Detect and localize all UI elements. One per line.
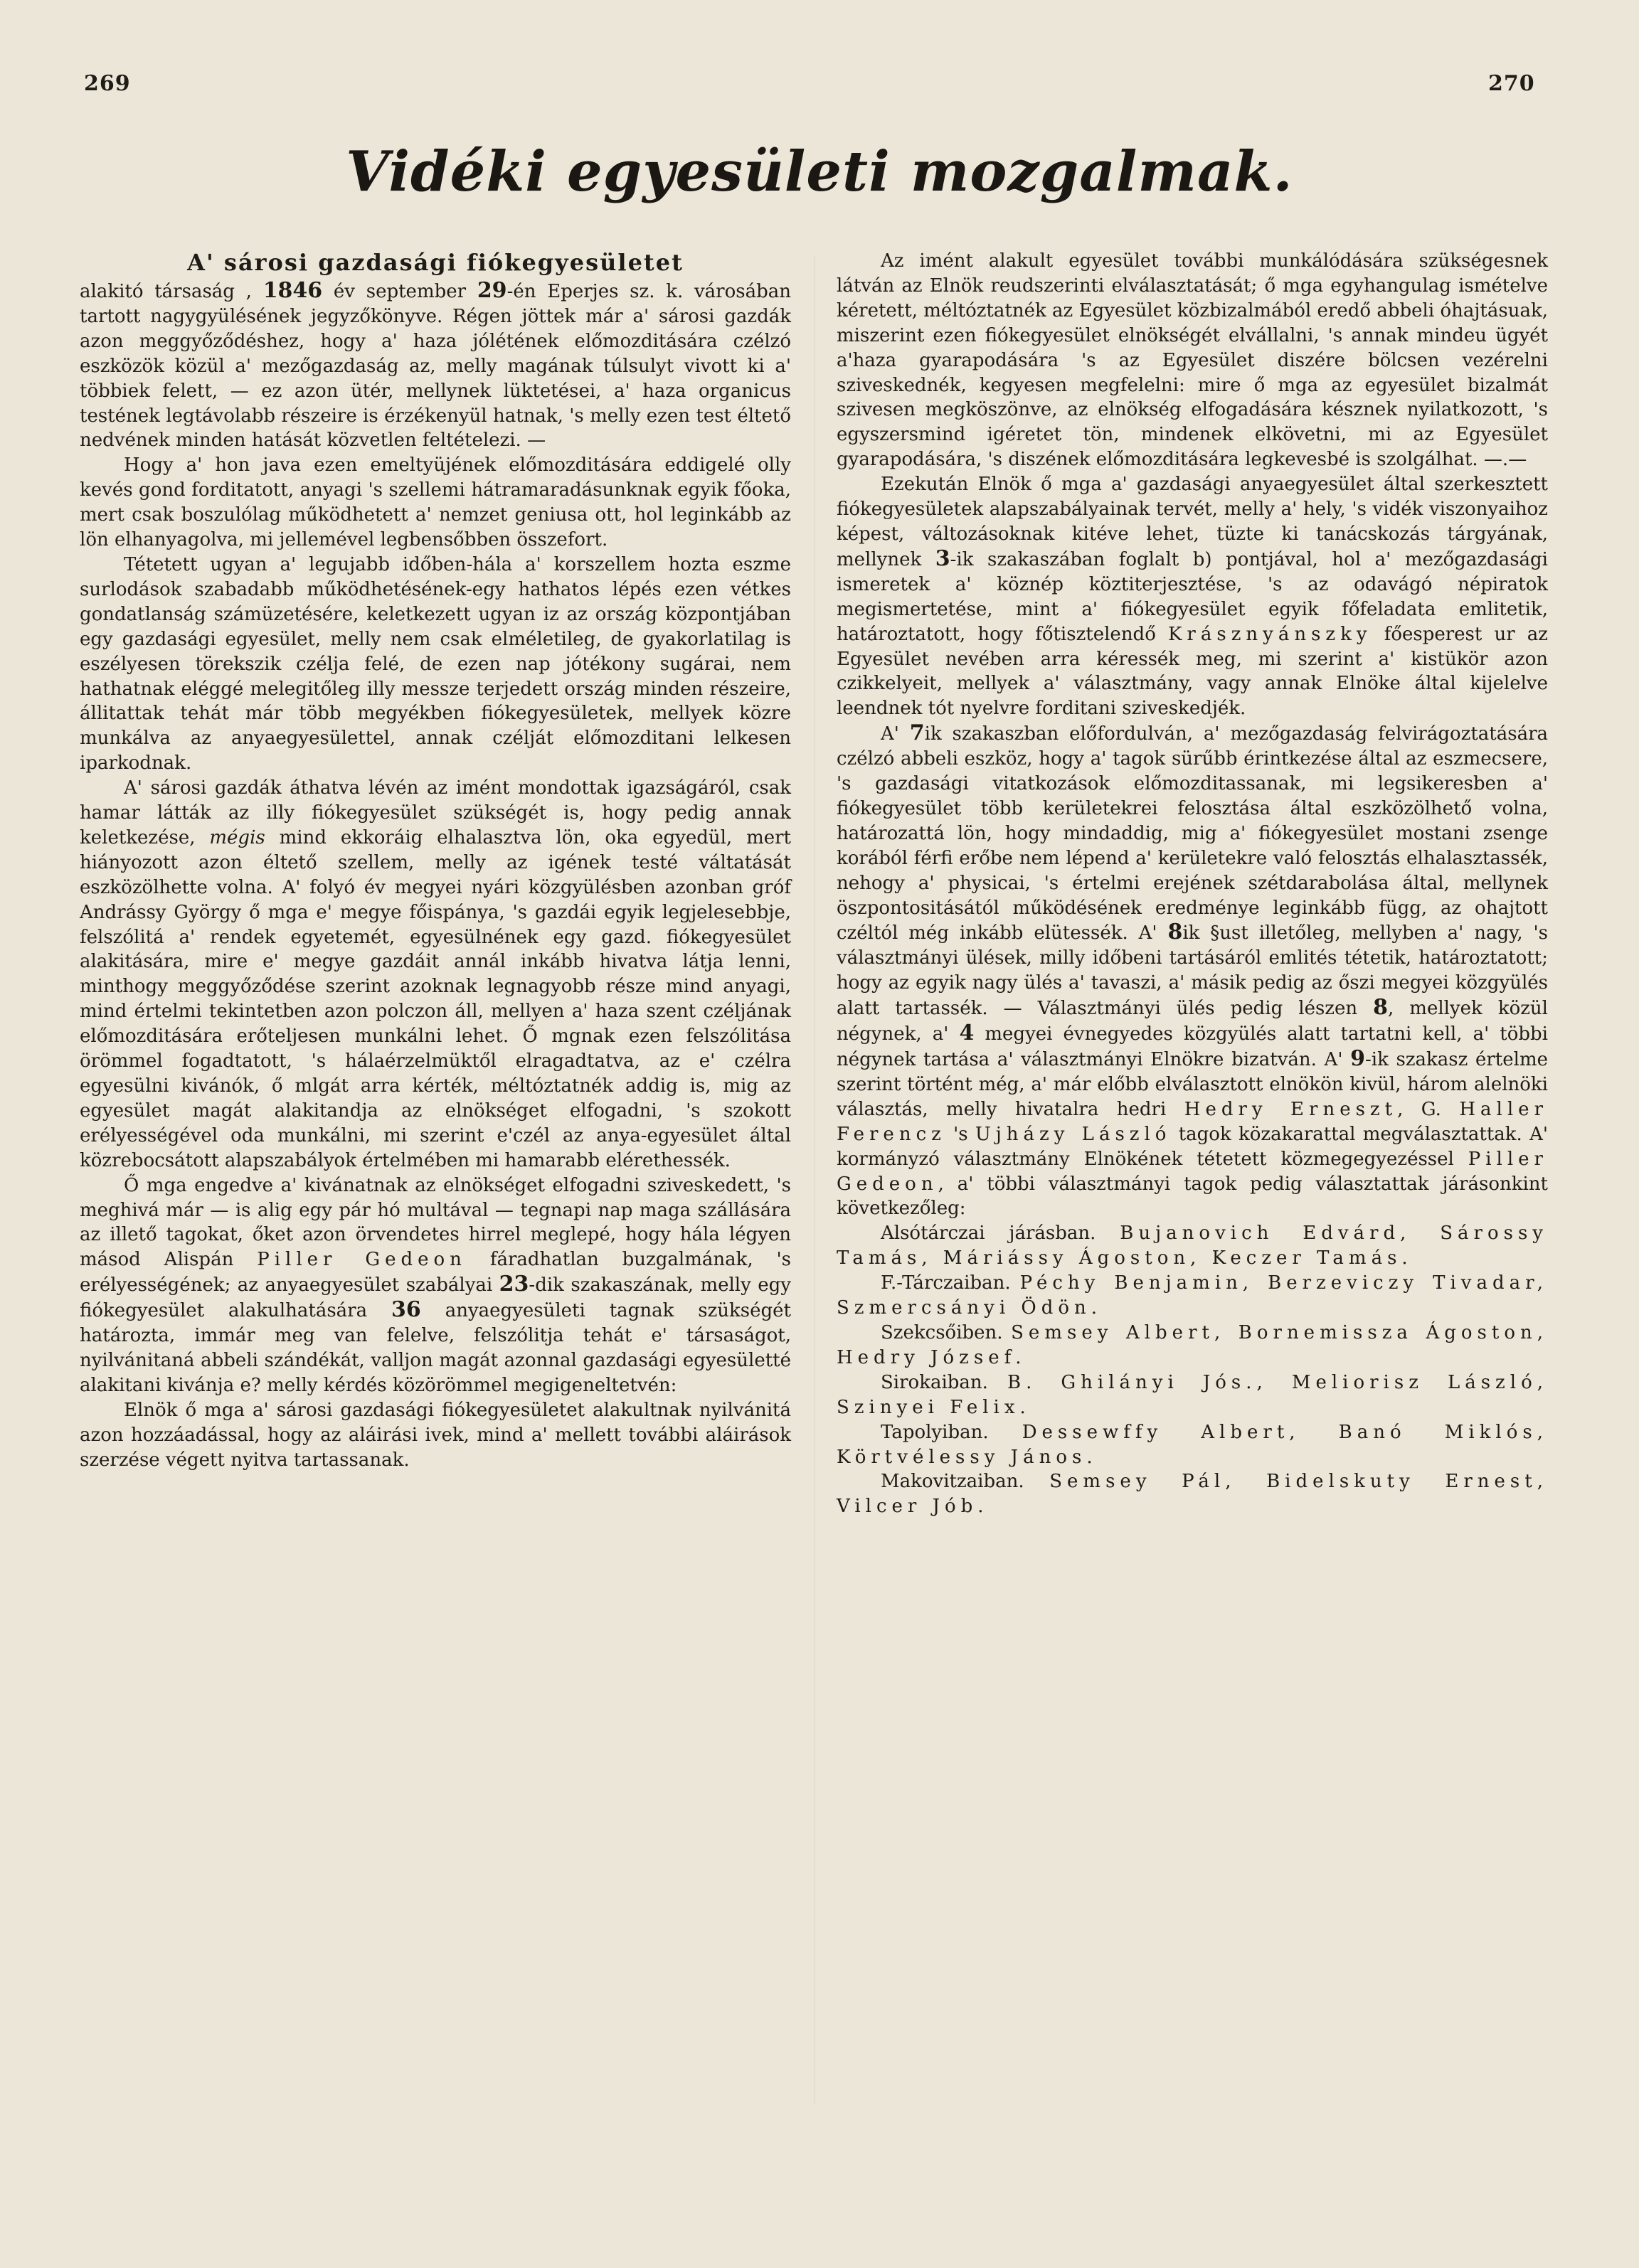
text: mind ekkoráig elhalasztva lön, oka egyedül, mert hiányozott azon éltető szellem, melly az igének testé váltatását eszközölhette volna. A' folyó év megyei nyári közgyülésben azonban gróf Andrássy György ő mga e' megye főispánya, 's gazdái egyik legjelesebbje, felszólitá a' rendek egyetemét, egyesülnének egy gazd. fiókegyesület alakitására, mire e' megye gazdáit annál inkább hivatva látja lenni, minthogy meggyőződése szerint azoknak legnagyobb része mind anyagi, mind értelmi tekintetben azon polczon áll, mellyen a' haza szent czéljának előmozditására erőteljesen munkálni lehet. Ő mgnak ezen felszólitása örömmel fogadtatott, 's hálaérzelmüktől elragadtatva, az e' czélra egyesülni kivánók, ő mlgát arra kérték, méltóztatnék addig is, mig az egyesület magát alakitandja az elnökséget elfogadni, 's szokott erélyességével oda munkálni, mi szerint e'czél az anya-egyesület által közrebocsátott alapszabályok értelmében mi hamarabb elérethessék. xyxy=(80,826,791,1171)
text: alakitó társaság , xyxy=(80,281,263,302)
district-members: Péchy Benjamin, Berzeviczy Tivadar, Szmercsányi Ödön. xyxy=(837,1272,1548,1319)
text: anyaegyesületi tagnak szükségét határozta, immár meg van felelve, felszólitja tehát e' társaságot, nyilvánitaná abbeli szándékát, valljon magát azonnal gazdasági egyesületté alakitani kivánja e? melly kérdés közörömmel megigeneltetvén: xyxy=(80,1300,791,1396)
paragraph: Hogy a' hon java ezen emeltyüjének előmozditására eddigelé olly kevés gond forditatott, anyagi 's szellemi hátramaradásunknak egyik főoka, mert csak boszulólag működhetett a' nemzet geniusa ott, hol leginkább az lön elhanyagolva, mi jellemével legbensőbben összefort. xyxy=(80,454,791,551)
text: -ik szakaszában foglalt b) pontjával, hol a' mezőgazdasági ismeretek a' köznép köztiterjesztése, 's az odavágó népiratok megismertetése, mint a' fiókegyesület egyik főfeladata emlitetik, határoztatott, hogy főtisztelendő xyxy=(837,548,1548,645)
emphasis: mégis xyxy=(209,826,265,848)
paragraph xyxy=(80,1173,791,1398)
paragraph: Az imént alakult egyesület további munkálódására szükségesnek látván az Elnök reudszerinti elválasztatását; ő mga egyhangulag ismételve kéretett, méltóztatnék az Egyesület közbizalmából eredő abbeli óhajtásuak, miszerint ezen fiókegyesület elnökségét elvállalni, 's annak mindeu ügyét a'haza gyarapodására 's az Egyesület diszére bölcsen vezérelni sziveskednék, kegyesen megfelelni: mire ő mga az egyesület bizalmát szivesen megköszönve, az elnökség elfogadására késznek nyilatkozott, 's egyszersmind igéretet tön, mindenek elkövetni, mi az Egyesület gyarapodására, 's diszének előmozditására legkevesbé is szolgálhat. —.— xyxy=(837,250,1548,471)
district-name: Makovitzaiban. xyxy=(881,1471,1050,1493)
text: Ezekután Elnök ő mga a' gazdasági anyaegyesület által szerkesztett fiókegyesületek alapszabályainak tervét, melly a' hely, 's vidék viszonyaihoz képest, változásoknak kitéve lehet, tüzte ki tanácskozás tárgyának, mellynek xyxy=(837,474,1548,570)
section-number: 9 xyxy=(1350,1046,1365,1071)
text: -dik szakaszának, melly egy fiókegyesület alakulhatására xyxy=(80,1274,791,1322)
text: , mellyek közül négynek, a' xyxy=(837,998,1548,1045)
section-number: 7 xyxy=(909,720,925,746)
district-name: Szekcsőiben. xyxy=(881,1321,1012,1343)
text: A' xyxy=(881,723,910,745)
paragraph xyxy=(837,472,1548,721)
district-name: Alsótárczai járásban. xyxy=(881,1223,1120,1245)
text: megyei évnegyedes közgyülés alatt tartatni kell, a' többi négynek tartása a' választmányi Elnökre bizatván. A' xyxy=(837,1023,1548,1070)
person-name: Krásznyánszky xyxy=(1168,623,1372,645)
page-title: Vidéki egyesületi mozgalmak. xyxy=(346,139,1293,204)
district-entry xyxy=(837,1271,1548,1321)
district-entry xyxy=(837,1420,1548,1470)
district-name: Tapolyiban. xyxy=(881,1421,1022,1443)
text: ik szakaszban előfordulván, a' mezőgazdaság felvirágoztatására czélzó abbeli eszköz, hogy a' tagok sürűbb érintkezése által az eszmecsere, 's gazdasági vitatkozások előmozditassanak, mi legsikeresben a' fiókegyesület több kerületekrei felosztása által eszközölhető volna, határozattá lön, hogy mindaddig, mig a' fiókegyesület mostani zsenge korából férfi erőbe nem lépend a' kerületekre való felosztás elhalasztassék, nehogy a' physicai, 's értelmi erejének szétdarabolása által, mellynek öszpontositásától működésének eredménye leginkább függ, az ohajtott czéltól még inkább elütessék. A' xyxy=(837,723,1548,944)
district-name: Sirokaiban. xyxy=(881,1371,1007,1393)
page-number-left: 269 xyxy=(84,71,131,96)
text: , G. xyxy=(1397,1098,1460,1120)
district-members: Semsey Pál, Bidelskuty Ernest, Vilcer Jób. xyxy=(837,1471,1548,1518)
text: 's xyxy=(945,1123,975,1145)
person-name: Haller Ferencz xyxy=(837,1098,1548,1145)
text: főesperest ur az Egyesület nevében arra kéressék meg, mi szerint a' kistükör azon czikkelyeit, mellyek a' választmány, vagy annak Elnöke által kijelelve leendnek tót nyelvre forditani sziveskedjék. xyxy=(837,623,1548,720)
section-heading: A' sárosi gazdasági fiókegyesületet xyxy=(187,249,684,276)
year-number: 1846 xyxy=(262,278,323,303)
section-number: 8 xyxy=(1167,920,1183,945)
person-name: Hedry Erneszt xyxy=(1184,1098,1398,1120)
text: -ik szakasz értelme szerint történt még, a' már előbb elválasztott elnökön kivül, három alelnöki választás, melly hivatalra hedri xyxy=(837,1049,1549,1120)
district-entry xyxy=(837,1370,1548,1420)
district-members: Dessewffy Albert, Banó Miklós, Körtvélessy János. xyxy=(837,1421,1548,1468)
district-name: F.-Tárczaiban. xyxy=(881,1272,1020,1294)
paragraph xyxy=(80,776,791,1173)
person-name: Piller Gedeon xyxy=(257,1249,467,1271)
person-name: Ujházy László xyxy=(975,1123,1172,1145)
page-number-right: 270 xyxy=(1488,71,1535,96)
person-name: Piller Gedeon xyxy=(837,1148,1548,1195)
text: , a' többi választmányi tagok pedig választattak járásonkint következőleg: xyxy=(837,1173,1548,1220)
district-entry xyxy=(837,1321,1548,1370)
member-count: 36 xyxy=(391,1297,421,1323)
paragraph-intro xyxy=(80,279,791,453)
district-members: Semsey Albert, Bornemissza Ágoston, Hedry József. xyxy=(837,1321,1548,1368)
text: Ő mga engedve a' kivánatnak az elnökséget elfogadni sziveskedett, 's meghivá már — is alig egy pár hó multával — tegnapi nap maga szállására az illető tagokat, őket azon örvendetes hirrel meglepé, hogy hála légyen másod Alispán xyxy=(80,1174,791,1271)
text: fáradhatlan buzgalmának, 's erélyességének; az anyaegyesület szabályai xyxy=(80,1249,791,1297)
district-entry xyxy=(837,1221,1548,1271)
district-entry xyxy=(837,1469,1548,1519)
right-column xyxy=(837,249,1548,1519)
section-number: 23 xyxy=(499,1272,529,1297)
district-members: Bujanovich Edvárd, Sárossy Tamás, Máriássy Ágoston, Keczer Tamás. xyxy=(837,1223,1548,1269)
district-members: B. Ghilányi Jós., Meliorisz László, Szinyei Felix. xyxy=(837,1371,1548,1418)
paragraph xyxy=(837,721,1548,1221)
text: tagok közakarattal megválasztattak. A' kormányzó választmány Elnökének tétetett közmegegyezéssel xyxy=(837,1123,1548,1170)
left-column xyxy=(80,249,791,1473)
text: A' sárosi gazdák áthatva lévén az imént mondottak igazságáról, csak hamar látták az illy fiókegyesület szükségét is, hogy pedig annak keletkezése, xyxy=(80,777,791,848)
day-number: 29 xyxy=(477,278,507,303)
text: ik §ust illetőleg, mellyben a' nagy, 's választmányi ülések, milly időbeni tartásáról emlités tétetik, határoztatott; hogy az egyik nagy ülés a' tavaszi, a' másik pedig az őszi megyei közgyülés alatt tartassék. — Választmányi ülés pedig lészen xyxy=(837,922,1548,1020)
text: -én Eperjes sz. k. városában tartott nagygyülésének jegyzőkönyve. Régen jöttek már a' sárosi gazdák azon meggyőződéshez, hogy a' haza jólétének előmozditására czélzó eszközök közül a' mezőgazdaság az, melly magának túlsulyt vivott ki a' többiek felett, — ez azon ütér, mellynek lüktetései, a' haza organicus testének legtávolabb részeire is érzékenyül hatnak, 's melly ezen test éltető nedvének minden hatását közvetlen feltételezi. — xyxy=(80,281,791,452)
section-number: 3 xyxy=(935,545,950,571)
paragraph: Elnök ő mga a' sárosi gazdasági fiókegyesületet alakultnak nyilvánitá azon hozzáadással, hogy az aláirási ivek, mind a' mellett további aláirások szerzése végett nyitva tartassanak. xyxy=(80,1399,791,1471)
text: év september xyxy=(322,281,477,302)
meeting-count: 8 xyxy=(1373,995,1389,1021)
meeting-count: 4 xyxy=(959,1021,975,1046)
paragraph: Tétetett ugyan a' legujabb időben-hála a' korszellem hozta eszme surlodások szabadabb működhetésének-egy hathatos lépés ezen vétkes gondatlanság számüzetésére, keletkezett ugyan iz az ország központjában egy gazdasági egyesület, melly nem csak elméletileg, de gyakorlatilag is eszélyesen törekszik czélja felé, de ezen nap jótékony sugárai, nem hathatnak eléggé melegitőleg illy messze terjedett ország minden részeire, állitattak tehát már több megyékben fiókegyesületek, mellyek közre munkálva az anyaegyesülettel, annak czélját előmozditani lelkesen iparkodnak. xyxy=(80,553,791,774)
